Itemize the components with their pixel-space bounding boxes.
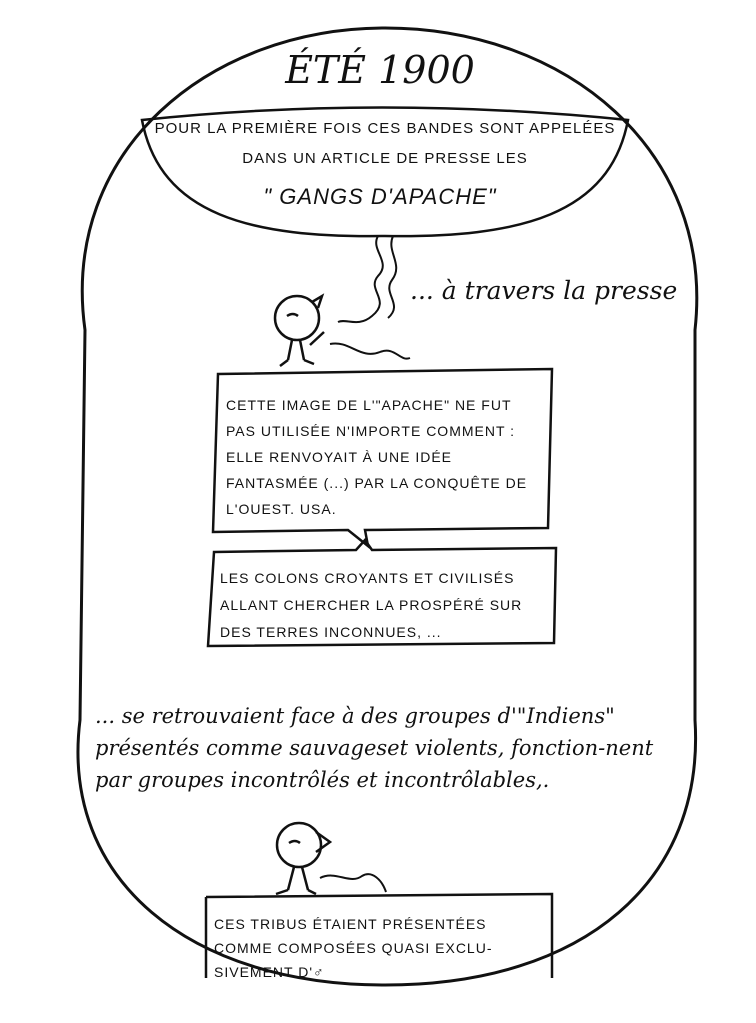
stick-figure-narrator-icon	[275, 296, 324, 366]
speech-tail-squiggle-icon	[338, 236, 396, 322]
box-apache-text: CETTE IMAGE DE L'"APACHE" NE FUT PAS UTILISÉE N'IMPORTE COMMENT : ELLE RENVOYAIT À UNE IDÉE FANTASMÉE (...) PAR LA CONQUÊTE DE L'OUEST. USA.	[226, 397, 528, 517]
stick-figure-narrator-icon	[276, 823, 330, 894]
box-colons-text: LES COLONS CROYANTS ET CIVILISÉS ALLANT CHERCHER LA PROSPÉRÉ SUR DES TERRES INCONNUES, ...	[220, 570, 523, 640]
page-title: ÉTÉ 1900	[285, 48, 475, 92]
header-quote: " GANGS D'APACHE"	[263, 184, 497, 209]
caption-presse: ... à travers la presse	[410, 276, 678, 305]
caption-indiens: ... se retrouvaient face à des groupes d'"Indiens" présentés comme sauvageset violents, fonction-nent par groupes incontrôlés et incontrôlables,.	[95, 704, 654, 792]
speech-tail-squiggle-icon	[320, 874, 386, 892]
speech-tail-squiggle-icon	[330, 343, 410, 358]
box-tribus-text: CES TRIBUS ÉTAIENT PRÉSENTÉES COMME COMPOSÉES QUASI EXCLU-SIVEMENT D'♂	[214, 916, 493, 980]
header-text: POUR LA PREMIÈRE FOIS CES BANDES SONT APPELÉES DANS UN ARTICLE DE PRESSE LES	[154, 120, 616, 167]
